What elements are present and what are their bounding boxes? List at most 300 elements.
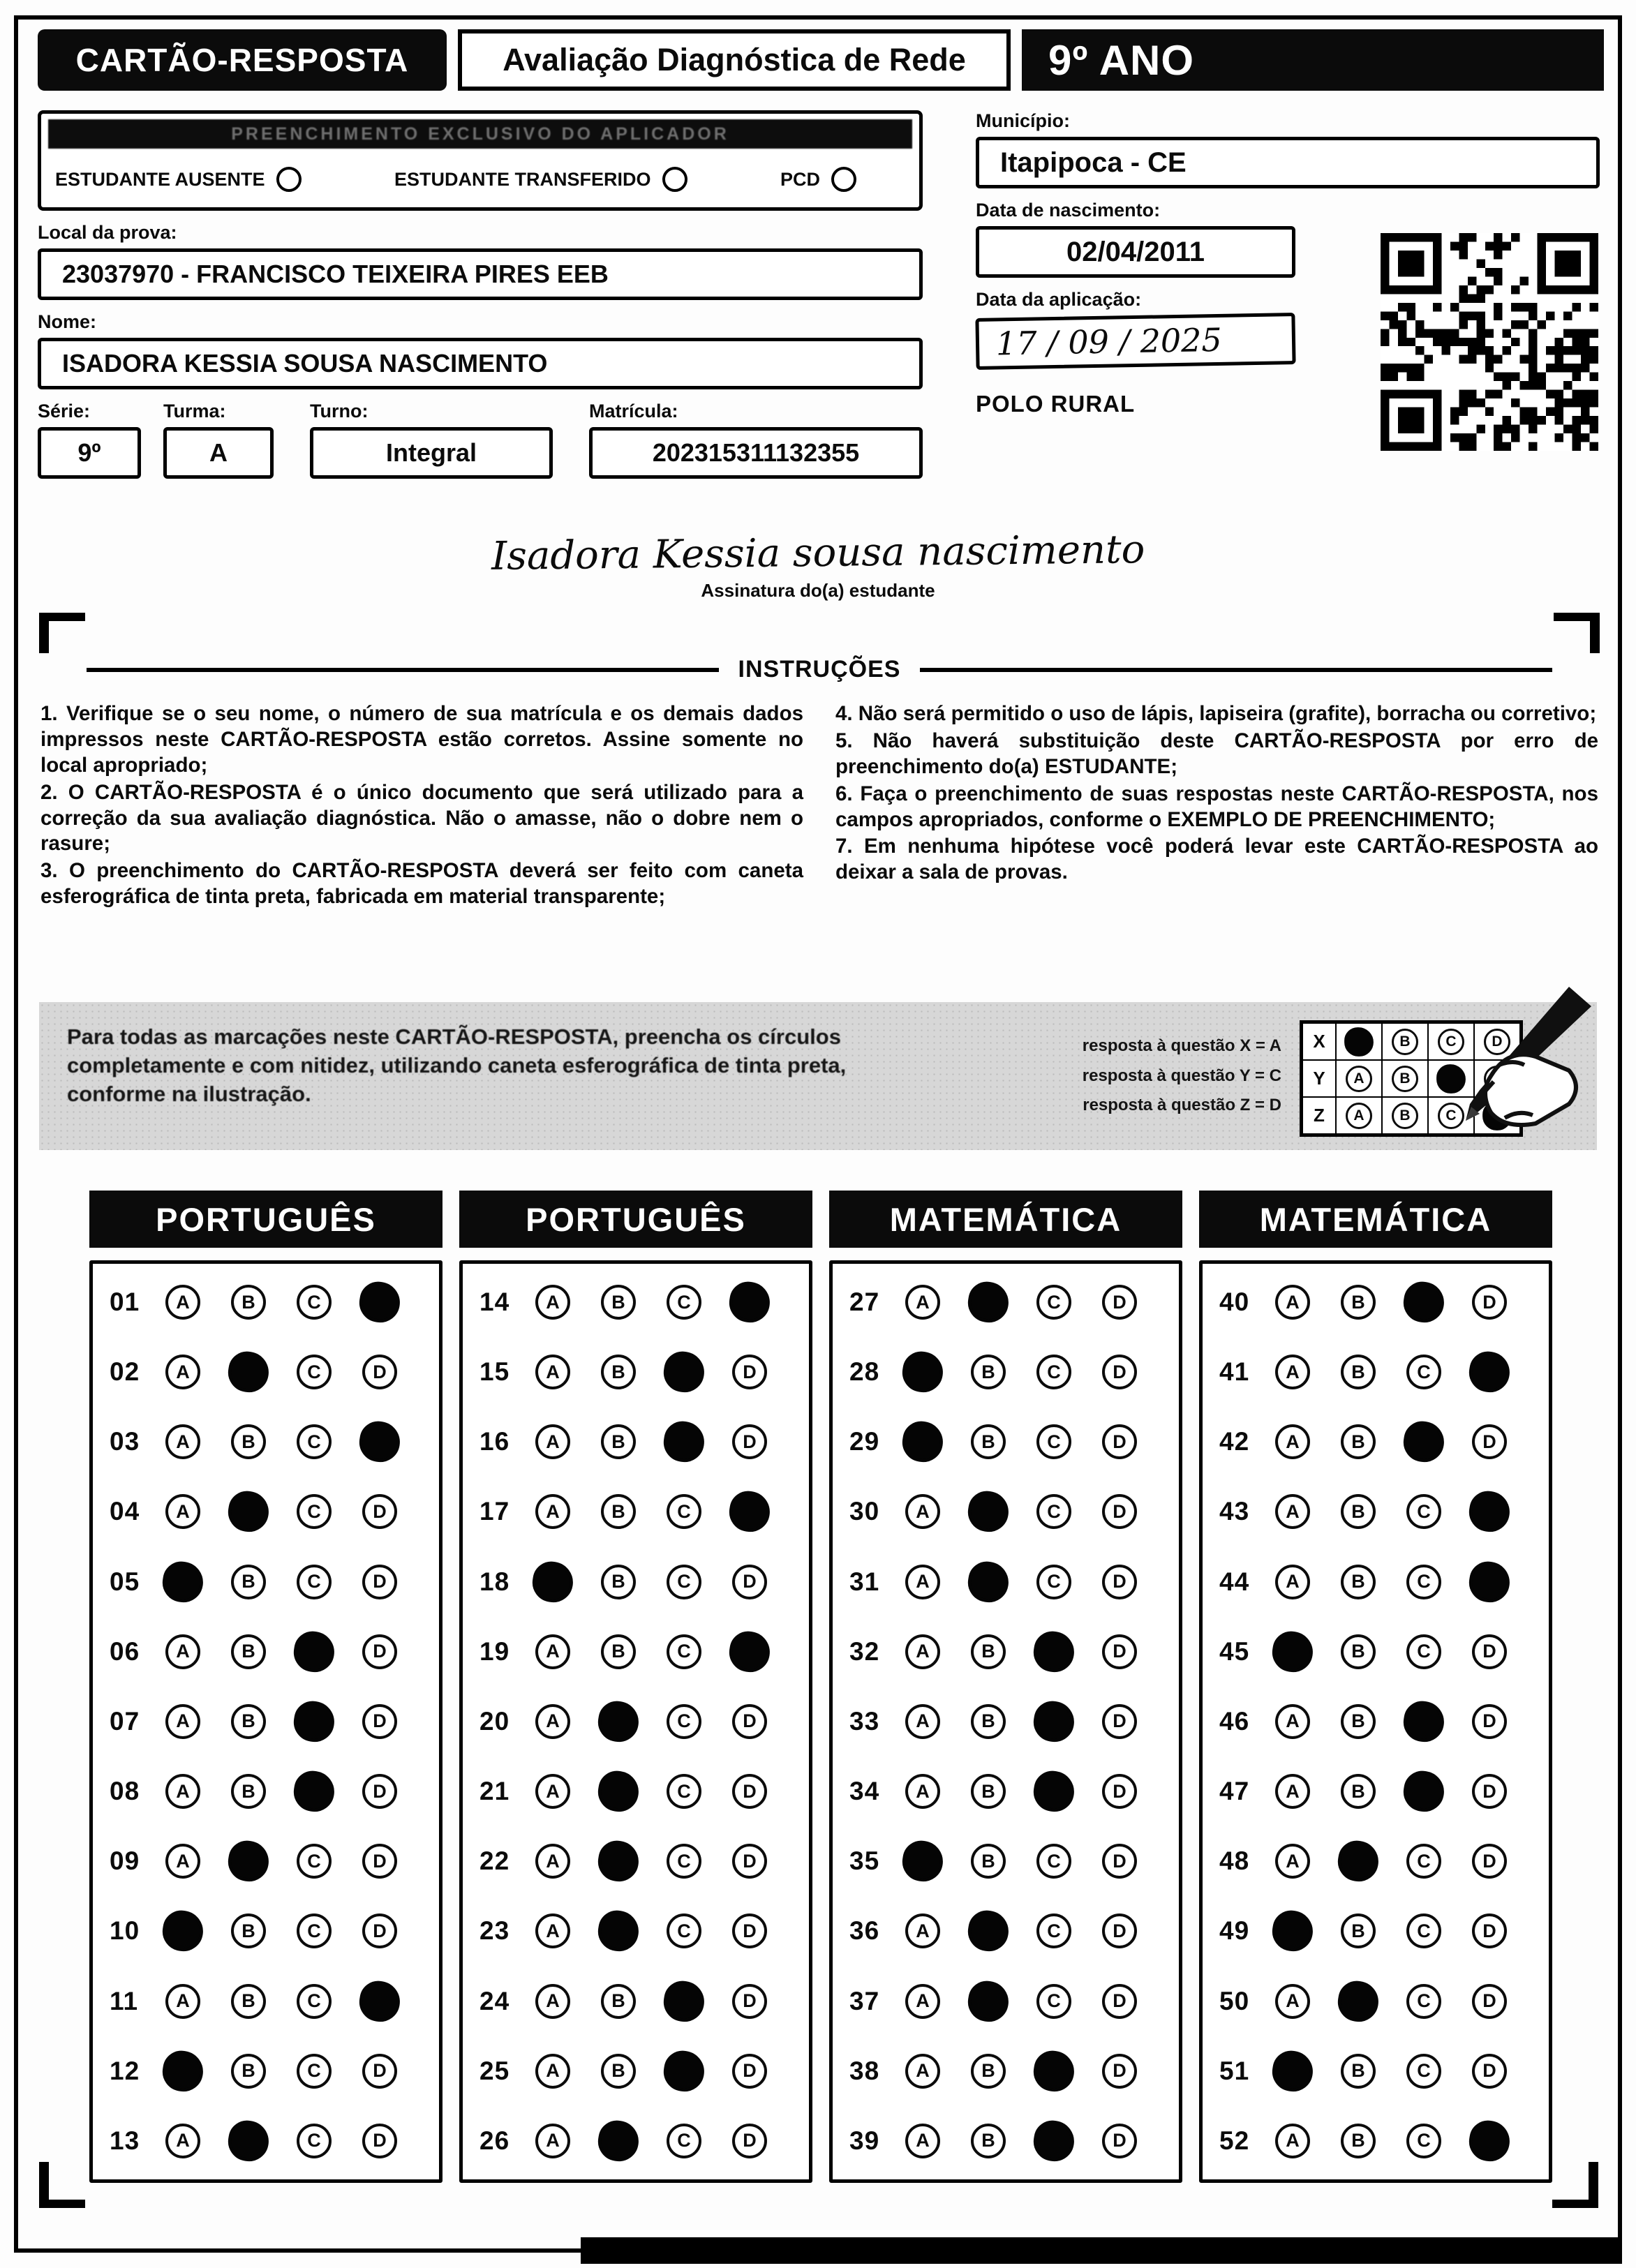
fill-example-text: Para todas as marcações neste CARTÃO-RESPOSTA, preencha os círculos completamente e com nitidez, utilizando caneta esferográfica de tinta preta, conforme na ilustração. xyxy=(67,1024,847,1106)
bubble-C-marked xyxy=(1031,2118,1077,2164)
question-row xyxy=(849,1844,1162,1879)
field-local-da-prova xyxy=(38,222,923,300)
bubble-B: B xyxy=(1341,1494,1376,1529)
nome-label: Nome: xyxy=(38,311,97,332)
bubble-B: B xyxy=(1341,2124,1376,2158)
bubble-C: C xyxy=(1406,1494,1441,1529)
bubble-D: D xyxy=(1102,1913,1137,1948)
question-row xyxy=(1219,1285,1532,1320)
aplicacao-handwritten-value: 17 / 09 / 2025 xyxy=(975,313,1295,370)
question-row xyxy=(1219,1355,1532,1389)
signature-area xyxy=(209,527,1427,602)
bubble-C: C xyxy=(297,1494,332,1529)
bubble-B-marked xyxy=(595,1838,641,1884)
example-bubble-A: A xyxy=(1346,1103,1372,1129)
question-number: 32 xyxy=(849,1636,880,1666)
question-number: 01 xyxy=(110,1288,140,1316)
bubble-D: D xyxy=(1102,1424,1137,1459)
bubble-A: A xyxy=(165,1774,200,1809)
field-nome xyxy=(38,311,923,389)
question-row xyxy=(1219,2054,1532,2089)
example-bubble-A-filled xyxy=(1344,1027,1374,1057)
turno-value: Integral xyxy=(310,427,553,479)
bubble-A: A xyxy=(535,1424,570,1459)
question-row xyxy=(110,1704,422,1739)
bubble-D: D xyxy=(1472,1634,1507,1669)
bubble-B: B xyxy=(231,1704,266,1739)
answer-grid xyxy=(459,1260,812,2183)
bubble-C: C xyxy=(1406,2124,1441,2158)
question-number: 05 xyxy=(110,1567,140,1596)
bubble-C: C xyxy=(1036,1285,1071,1320)
bubble-C: C xyxy=(667,1634,701,1669)
bubble-C: C xyxy=(667,1285,701,1320)
question-number: 39 xyxy=(849,2126,880,2155)
municipio-label: Município: xyxy=(976,110,1070,131)
nascimento-value: 02/04/2011 xyxy=(976,226,1295,278)
question-number: 41 xyxy=(1219,1357,1250,1387)
applicator-option xyxy=(780,167,856,192)
question-row xyxy=(479,1285,792,1320)
bubble-B-marked xyxy=(1335,1978,1381,2024)
municipio-value: Itapipoca - CE xyxy=(976,137,1600,188)
example-bubble-B: B xyxy=(1392,1029,1418,1055)
question-number: 25 xyxy=(479,2056,510,2085)
question-number: 44 xyxy=(1219,1567,1250,1596)
bubble-D: D xyxy=(362,2054,397,2089)
field-municipio xyxy=(976,110,1600,188)
instruction-item: 6. Faça o preenchimento de suas respostas neste CARTÃO-RESPOSTA, nos campos apropriados, conforme o EXEMPLO DE PREENCHIMENTO; xyxy=(835,782,1598,831)
bubble-C: C xyxy=(667,1565,701,1599)
bubble-C: C xyxy=(1036,1844,1071,1879)
field-turno xyxy=(310,401,553,479)
bubble-A: A xyxy=(165,1285,200,1320)
bubble-D: D xyxy=(1102,2124,1137,2158)
question-row xyxy=(849,2054,1162,2089)
local-value: 23037970 - FRANCISCO TEIXEIRA PIRES EEB xyxy=(38,248,923,300)
question-row xyxy=(479,2054,792,2089)
exam-title: Avaliação Diagnóstica de Rede xyxy=(458,29,1011,91)
bubble-D: D xyxy=(362,1494,397,1529)
question-number: 48 xyxy=(1219,1847,1250,1876)
bubble-A-marked xyxy=(160,1908,206,1954)
bubble-D-marked xyxy=(357,1978,403,2024)
question-row xyxy=(479,1984,792,2019)
bubble-A: A xyxy=(1275,1984,1310,2019)
bubble-D: D xyxy=(732,2054,767,2089)
bubble-D-marked xyxy=(727,1279,773,1325)
question-row xyxy=(110,1285,422,1320)
instructions-title: INSTRUÇÕES xyxy=(738,656,901,682)
bubble-D: D xyxy=(362,1844,397,1879)
bubble-D: D xyxy=(362,1913,397,1948)
question-number: 24 xyxy=(479,1986,510,2015)
bubble-A: A xyxy=(165,1634,200,1669)
fill-example-band xyxy=(39,1002,1597,1150)
bubble-D: D xyxy=(732,1355,767,1389)
bubble-A: A xyxy=(165,1844,200,1879)
question-number: 28 xyxy=(849,1357,880,1387)
answer-section xyxy=(89,1191,443,2183)
example-bubble-A: A xyxy=(1346,1066,1372,1092)
question-number: 46 xyxy=(1219,1706,1250,1736)
registration-mark-top-right xyxy=(1554,613,1600,653)
question-number: 17 xyxy=(479,1497,510,1526)
bubble-D-marked xyxy=(1466,1489,1512,1535)
question-number: 12 xyxy=(110,2056,140,2085)
bubble-C: C xyxy=(1036,1913,1071,1948)
question-row xyxy=(110,2124,422,2158)
answer-grid xyxy=(1199,1260,1552,2183)
bubble-A: A xyxy=(1275,1424,1310,1459)
bubble-C: C xyxy=(297,1913,332,1948)
instructions-col-left xyxy=(40,701,803,911)
example-bubble-C: C xyxy=(1438,1103,1464,1129)
bubble-C: C xyxy=(667,2124,701,2158)
instruction-item: 3. O preenchimento do CARTÃO-RESPOSTA deverá ser feito com caneta esferográfica de tinta preta, fabricada em material transparente; xyxy=(40,859,803,909)
question-row xyxy=(1219,1494,1532,1529)
example-legend-line: resposta à questão Z = D xyxy=(1083,1096,1281,1115)
bubble-D: D xyxy=(1102,1984,1137,2019)
serie-label: Série: xyxy=(38,401,91,421)
bubble-C: C xyxy=(1036,1494,1071,1529)
bubble-D: D xyxy=(732,1565,767,1599)
bubble-B: B xyxy=(971,1704,1006,1739)
bubble-A: A xyxy=(905,1494,940,1529)
grade-badge: 9º ANO xyxy=(1022,29,1604,91)
bubble-C: C xyxy=(1036,1984,1071,2019)
instructions-title-row xyxy=(87,656,1552,683)
bubble-A: A xyxy=(905,1913,940,1948)
question-number: 19 xyxy=(479,1636,510,1666)
question-number: 08 xyxy=(110,1777,140,1806)
question-number: 22 xyxy=(479,1847,510,1876)
bubble-A: A xyxy=(905,1285,940,1320)
bubble-A: A xyxy=(1275,1704,1310,1739)
bubble-B: B xyxy=(971,1774,1006,1809)
question-row xyxy=(110,1424,422,1459)
applicator-bubble xyxy=(831,167,856,192)
bubble-B: B xyxy=(601,1565,636,1599)
bubble-A: A xyxy=(165,1494,200,1529)
bubble-D: D xyxy=(1102,1844,1137,1879)
question-number: 26 xyxy=(479,2126,510,2155)
answer-section xyxy=(1199,1191,1552,2183)
bubble-D: D xyxy=(732,2124,767,2158)
question-row xyxy=(849,1913,1162,1948)
bubble-D: D xyxy=(732,1984,767,2019)
header xyxy=(38,29,1604,91)
bubble-B: B xyxy=(601,1355,636,1389)
student-handwritten-signature: Isadora Kessia sousa nascimento xyxy=(491,527,1145,579)
matricula-value: 202315311132355 xyxy=(589,427,923,479)
nascimento-label: Data de nascimento: xyxy=(976,200,1161,221)
bubble-C: C xyxy=(297,2124,332,2158)
question-row xyxy=(479,1913,792,1948)
bubble-B: B xyxy=(971,1844,1006,1879)
bubble-A-marked xyxy=(1270,1908,1316,1954)
bubble-A: A xyxy=(535,1774,570,1809)
question-row xyxy=(110,1774,422,1809)
bubble-D: D xyxy=(362,2124,397,2158)
bubble-C: C xyxy=(297,1285,332,1320)
bubble-B: B xyxy=(231,1913,266,1948)
question-number: 04 xyxy=(110,1497,140,1526)
bubble-A: A xyxy=(1275,1494,1310,1529)
bubble-B-marked xyxy=(595,1699,641,1745)
turma-value: A xyxy=(163,427,274,479)
question-number: 03 xyxy=(110,1427,140,1456)
bubble-B: B xyxy=(231,2054,266,2089)
bubble-A: A xyxy=(535,1984,570,2019)
bubble-C: C xyxy=(667,1494,701,1529)
example-cell xyxy=(1336,1097,1382,1134)
bubble-D: D xyxy=(732,1704,767,1739)
question-row xyxy=(110,1913,422,1948)
applicator-bubble xyxy=(662,167,687,192)
question-number: 36 xyxy=(849,1916,880,1946)
instruction-item: 7. Em nenhuma hipótese você poderá levar este CARTÃO-RESPOSTA ao deixar a sala de provas. xyxy=(835,835,1598,884)
applicator-bubble xyxy=(276,167,302,192)
example-bubble-C: C xyxy=(1438,1029,1464,1055)
bubble-D: D xyxy=(1472,1984,1507,2019)
question-row xyxy=(849,1285,1162,1320)
question-number: 23 xyxy=(479,1916,510,1946)
bubble-D: D xyxy=(1102,1285,1137,1320)
qr-code xyxy=(1381,233,1598,451)
bubble-C-marked xyxy=(1401,1279,1447,1325)
bubble-B: B xyxy=(971,1355,1006,1389)
question-row xyxy=(479,1494,792,1529)
question-number: 15 xyxy=(479,1357,510,1387)
bubble-B: B xyxy=(971,1424,1006,1459)
bubble-B: B xyxy=(601,1424,636,1459)
bubble-B-marked xyxy=(225,1489,272,1535)
bubble-D: D xyxy=(1102,2054,1137,2089)
title-rule-left xyxy=(87,668,719,672)
bubble-A: A xyxy=(165,1424,200,1459)
question-number: 29 xyxy=(849,1427,880,1456)
bubble-B: B xyxy=(601,1634,636,1669)
question-row xyxy=(849,1355,1162,1389)
bubble-B: B xyxy=(231,1634,266,1669)
question-number: 47 xyxy=(1219,1777,1250,1806)
applicator-option xyxy=(394,167,687,192)
bubble-A-marked xyxy=(160,2048,206,2094)
bubble-B: B xyxy=(1341,1285,1376,1320)
question-number: 16 xyxy=(479,1427,510,1456)
exam-info-panel xyxy=(976,110,1600,417)
answer-sections xyxy=(89,1191,1552,2183)
bubble-C: C xyxy=(297,1984,332,2019)
bubble-C: C xyxy=(1406,1913,1441,1948)
question-row xyxy=(849,1634,1162,1669)
question-number: 49 xyxy=(1219,1916,1250,1946)
applicator-bar-label: PREENCHIMENTO EXCLUSIVO DO APLICADOR xyxy=(48,119,912,149)
bubble-A-marked xyxy=(530,1558,576,1604)
bubble-C: C xyxy=(1406,2054,1441,2089)
bubble-B-marked xyxy=(965,1978,1011,2024)
instruction-item: 4. Não será permitido o uso de lápis, lapiseira (grafite), borracha ou corretivo; xyxy=(835,702,1597,725)
bubble-C: C xyxy=(297,1355,332,1389)
bubble-D: D xyxy=(1102,1494,1137,1529)
bubble-A: A xyxy=(535,2054,570,2089)
bubble-D: D xyxy=(732,1424,767,1459)
bubble-C-marked xyxy=(1031,1699,1077,1745)
bubble-D-marked xyxy=(1466,1558,1512,1604)
bubble-D: D xyxy=(1472,1704,1507,1739)
bubble-C: C xyxy=(297,1424,332,1459)
question-row xyxy=(849,1565,1162,1599)
bubble-C-marked xyxy=(661,1349,707,1395)
question-number: 34 xyxy=(849,1777,880,1806)
bubble-D: D xyxy=(1102,1704,1137,1739)
bubble-D: D xyxy=(732,1844,767,1879)
question-number: 33 xyxy=(849,1706,880,1736)
serie-value: 9º xyxy=(38,427,141,479)
question-number: 38 xyxy=(849,2056,880,2085)
bubble-C: C xyxy=(1406,1844,1441,1879)
example-legend xyxy=(946,1031,1281,1121)
bubble-B-marked xyxy=(225,1349,272,1395)
question-number: 18 xyxy=(479,1567,510,1596)
bottom-timing-bar xyxy=(581,2237,1622,2264)
bubble-A: A xyxy=(165,2124,200,2158)
bubble-C: C xyxy=(297,2054,332,2089)
bubble-A: A xyxy=(535,1844,570,1879)
bubble-A: A xyxy=(535,2124,570,2158)
instructions-section xyxy=(38,613,1601,911)
question-row xyxy=(110,2054,422,2089)
question-row xyxy=(1219,2124,1532,2158)
answer-section-title: MATEMÁTICA xyxy=(1199,1191,1552,1248)
bubble-A: A xyxy=(1275,1285,1310,1320)
bubble-A-marked xyxy=(900,1349,946,1395)
bubble-D: D xyxy=(362,1704,397,1739)
bubble-C-marked xyxy=(1401,1768,1447,1814)
example-cell xyxy=(1336,1023,1382,1060)
bubble-C: C xyxy=(1406,1565,1441,1599)
bubble-D: D xyxy=(362,1565,397,1599)
instruction-item: 5. Não haverá substituição deste CARTÃO-RESPOSTA por erro de preenchimento do(a) ESTUDANTE; xyxy=(835,729,1598,778)
answer-section-title: PORTUGUÊS xyxy=(459,1191,812,1248)
question-number: 10 xyxy=(110,1916,140,1946)
bubble-B: B xyxy=(1341,1424,1376,1459)
bubble-C: C xyxy=(1406,1355,1441,1389)
question-number: 43 xyxy=(1219,1497,1250,1526)
bubble-B-marked xyxy=(965,1489,1011,1535)
bubble-D: D xyxy=(1102,1565,1137,1599)
bubble-A: A xyxy=(165,1355,200,1389)
bubble-B-marked xyxy=(595,2118,641,2164)
bubble-A: A xyxy=(535,1494,570,1529)
bubble-B: B xyxy=(971,2054,1006,2089)
bubble-D: D xyxy=(1102,1774,1137,1809)
applicator-options xyxy=(48,149,912,197)
bubble-D-marked xyxy=(357,1279,403,1325)
bubble-A: A xyxy=(1275,1774,1310,1809)
bubble-B-marked xyxy=(225,1838,272,1884)
bubble-D: D xyxy=(362,1355,397,1389)
bubble-D: D xyxy=(1102,1355,1137,1389)
question-number: 45 xyxy=(1219,1636,1250,1666)
field-serie xyxy=(38,401,141,479)
registration-mark-bottom-left xyxy=(39,2162,85,2208)
bubble-C: C xyxy=(1406,1634,1441,1669)
question-row xyxy=(849,1494,1162,1529)
bubble-D: D xyxy=(1472,2054,1507,2089)
question-number: 06 xyxy=(110,1636,140,1666)
question-number: 52 xyxy=(1219,2126,1250,2155)
bubble-D: D xyxy=(362,1634,397,1669)
bubble-D: D xyxy=(362,1774,397,1809)
nome-value: ISADORA KESSIA SOUSA NASCIMENTO xyxy=(38,338,923,389)
question-number: 31 xyxy=(849,1567,880,1596)
bubble-A-marked xyxy=(900,1838,946,1884)
question-row xyxy=(849,1984,1162,2019)
bubble-B: B xyxy=(231,1774,266,1809)
bubble-B-marked xyxy=(595,1908,641,1954)
bubble-D: D xyxy=(1472,1774,1507,1809)
bubble-B-marked xyxy=(965,1558,1011,1604)
instruction-item: 2. O CARTÃO-RESPOSTA é o único documento que será utilizado para a correção da sua avaliação diagnóstica. Não o amasse, não o dobre nem o rasure; xyxy=(40,780,803,856)
question-row xyxy=(1219,1424,1532,1459)
bubble-D: D xyxy=(732,1913,767,1948)
answer-grid xyxy=(829,1260,1182,2183)
bubble-A: A xyxy=(1275,1844,1310,1879)
bubble-D-marked xyxy=(727,1629,773,1675)
bubble-D-marked xyxy=(1466,2118,1512,2164)
question-number: 40 xyxy=(1219,1288,1250,1316)
matricula-label: Matrícula: xyxy=(589,401,678,421)
example-bubble-B: B xyxy=(1392,1103,1418,1129)
bubble-A: A xyxy=(905,1984,940,2019)
bubble-B-marked xyxy=(965,1279,1011,1325)
question-row xyxy=(849,1424,1162,1459)
card-title: CARTÃO-RESPOSTA xyxy=(38,29,447,91)
field-row-serie-turma-turno-matricula xyxy=(38,401,923,479)
applicator-box xyxy=(38,110,923,211)
student-info-panel xyxy=(38,110,923,479)
bubble-C: C xyxy=(1036,1355,1071,1389)
bubble-D: D xyxy=(732,1774,767,1809)
bubble-B-marked xyxy=(595,1768,641,1814)
question-row xyxy=(1219,1634,1532,1669)
bubble-A: A xyxy=(535,1913,570,1948)
bubble-A-marked xyxy=(900,1419,946,1465)
signature-label: Assinatura do(a) estudante xyxy=(701,580,935,601)
bubble-D: D xyxy=(1102,1634,1137,1669)
bubble-B: B xyxy=(971,2124,1006,2158)
bubble-A: A xyxy=(905,2054,940,2089)
question-row xyxy=(479,2124,792,2158)
bubble-C-marked xyxy=(1401,1699,1447,1745)
bubble-A: A xyxy=(165,1704,200,1739)
bubble-A: A xyxy=(905,1634,940,1669)
question-number: 02 xyxy=(110,1357,140,1387)
question-row xyxy=(479,1565,792,1599)
question-row xyxy=(110,1565,422,1599)
bubble-B: B xyxy=(1341,1355,1376,1389)
bubble-B: B xyxy=(1341,1634,1376,1669)
question-number: 07 xyxy=(110,1706,140,1736)
bubble-A: A xyxy=(535,1285,570,1320)
question-row xyxy=(110,1844,422,1879)
turma-label: Turma: xyxy=(163,401,226,421)
bubble-C: C xyxy=(1036,1565,1071,1599)
question-row xyxy=(479,1774,792,1809)
applicator-option-label: PCD xyxy=(780,168,820,190)
